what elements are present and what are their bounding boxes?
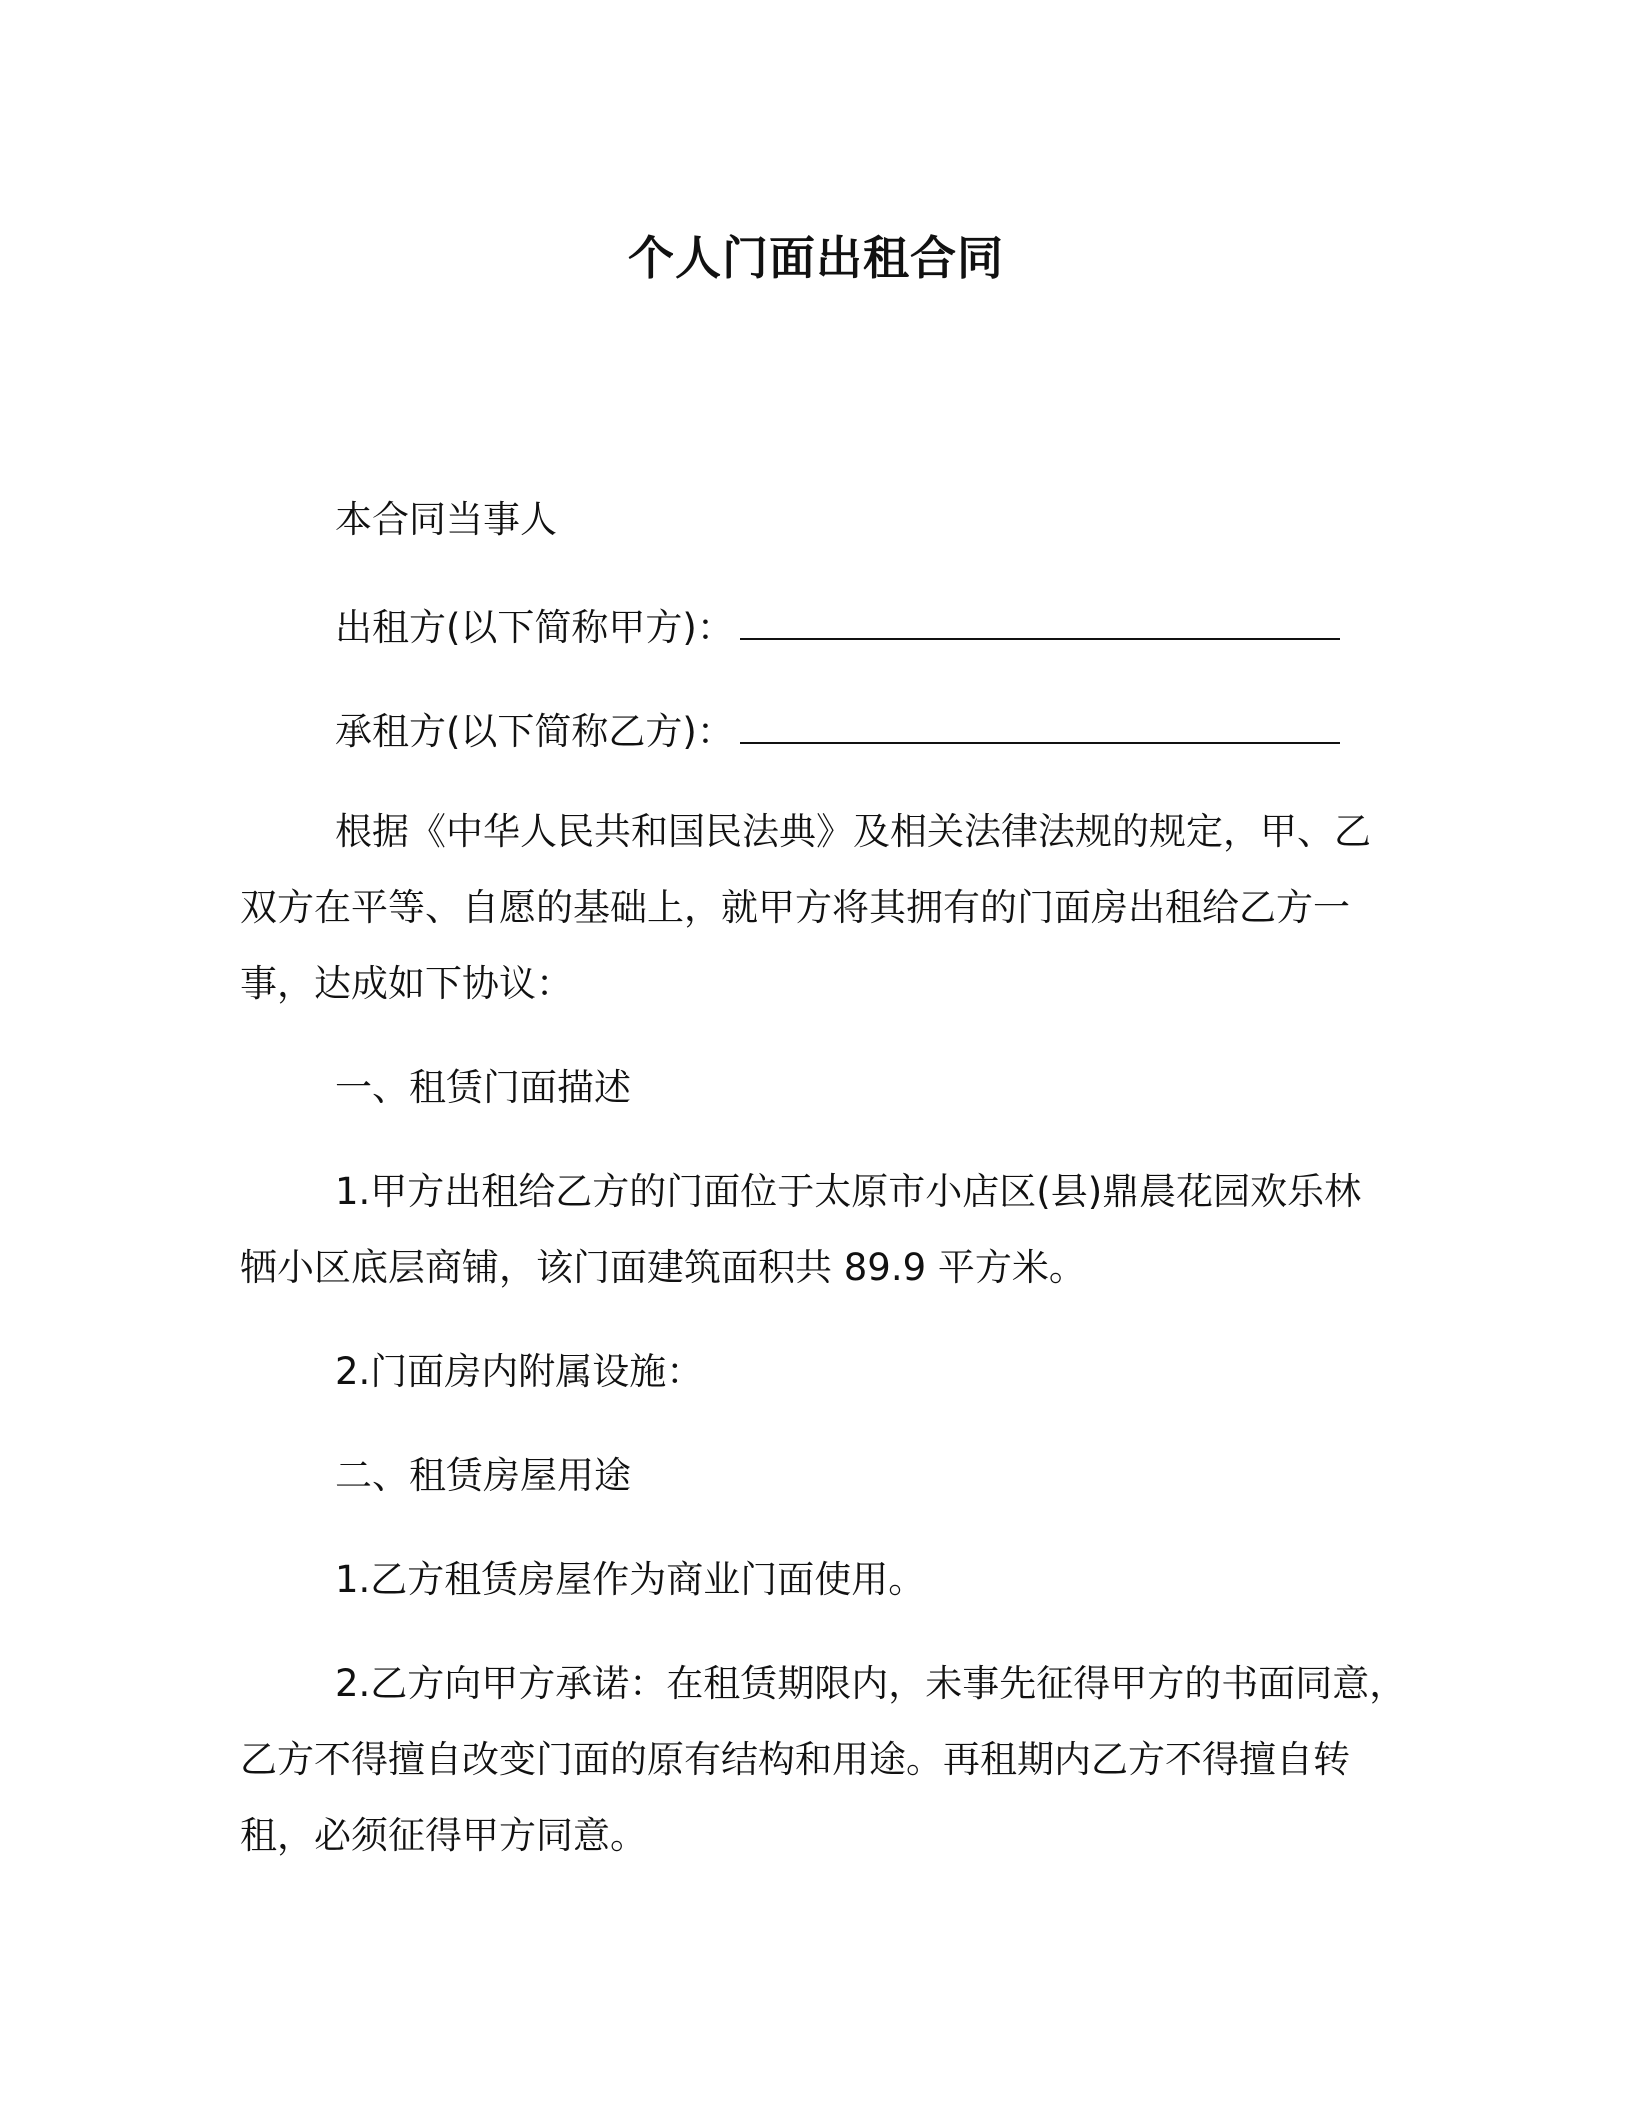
section2-item2-line-1: 2.乙方向甲方承诺：在租赁期限内，未事先征得甲方的书面同意， xyxy=(335,1662,1407,1705)
lessee-blank xyxy=(740,706,1340,744)
section1-item1-line-1: 1.甲方出租给乙方的门面位于太原市小店区(县)鼎晨花园欢乐林 xyxy=(335,1170,1362,1213)
lessor-blank xyxy=(740,602,1340,640)
section2-item2-line-3: 租，必须征得甲方同意。 xyxy=(240,1814,647,1857)
lessor-label: 出租方(以下简称甲方)： xyxy=(335,606,734,649)
parties-heading: 本合同当事人 xyxy=(335,498,557,541)
lessor-line xyxy=(335,602,1340,654)
section2-item2-line-2: 乙方不得擅自改变门面的原有结构和用途。再租期内乙方不得擅自转 xyxy=(240,1738,1350,1781)
section1-item2: 2.门面房内附属设施： xyxy=(335,1350,704,1393)
lessee-line xyxy=(335,706,1340,758)
section2-heading: 二、租赁房屋用途 xyxy=(335,1454,631,1497)
section1-heading: 一、租赁门面描述 xyxy=(335,1066,631,1109)
preamble-line-1: 根据《中华人民共和国民法典》及相关法律法规的规定，甲、乙 xyxy=(335,810,1371,853)
section1-item1-line-2: 牺小区底层商铺，该门面建筑面积共 89.9 平方米。 xyxy=(240,1246,1086,1289)
preamble-line-2: 双方在平等、自愿的基础上，就甲方将其拥有的门面房出租给乙方一 xyxy=(240,886,1350,929)
document-title: 个人门面出租合同 xyxy=(628,231,1004,285)
preamble-line-3: 事，达成如下协议： xyxy=(240,962,573,1005)
lessee-label: 承租方(以下简称乙方)： xyxy=(335,710,734,753)
section2-item1: 1.乙方租赁房屋作为商业门面使用。 xyxy=(335,1558,926,1601)
